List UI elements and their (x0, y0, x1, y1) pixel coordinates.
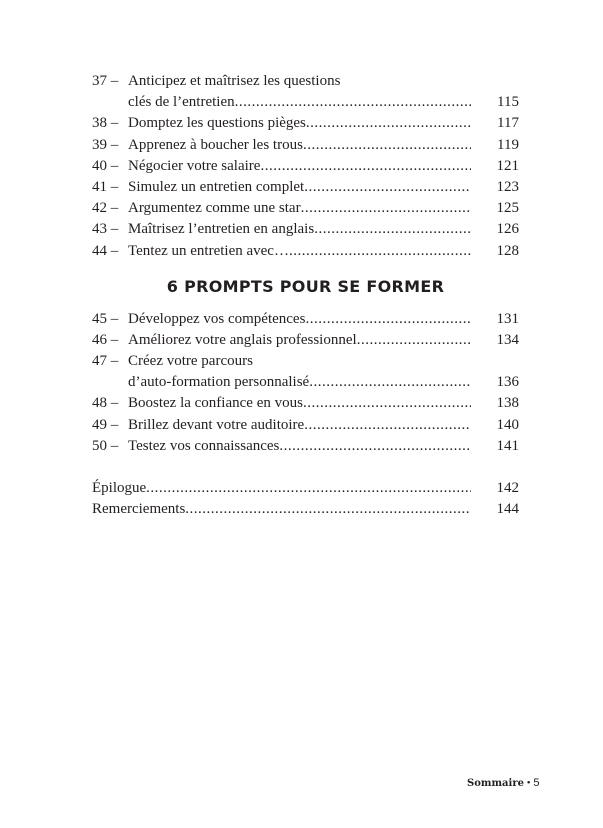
entry-page: 121 (496, 157, 519, 174)
entry-page: 142 (496, 480, 519, 496)
entry-title-continuation: clés de l’entretien (128, 94, 235, 111)
entry-page: 134 (496, 331, 519, 348)
entry-page: 117 (497, 115, 519, 132)
entry-number: 45 – (92, 310, 119, 327)
entry-number: 39 – (92, 136, 119, 153)
entry-title: Tentez un entretien avec… (128, 242, 289, 259)
entry-title: Maîtrisez l’entretien en anglais (128, 221, 315, 238)
dot-leader (306, 113, 471, 134)
toc-entry[interactable] (92, 198, 519, 219)
entry-number: 37 – (92, 73, 119, 89)
entry-page: 140 (496, 416, 519, 433)
entry-page: 131 (496, 310, 519, 327)
toc-entry[interactable] (92, 113, 519, 134)
entry-page: 141 (496, 437, 519, 454)
toc-entry[interactable] (92, 351, 519, 372)
footer-section-title: Sommaire (467, 778, 524, 789)
toc-entry[interactable] (92, 71, 519, 92)
entry-number: 38 – (92, 115, 119, 132)
entry-number: 44 – (92, 242, 119, 259)
entry-title: Épilogue (92, 480, 147, 496)
section-gap (92, 457, 519, 478)
entry-number: 43 – (92, 221, 119, 238)
toc-entry[interactable] (92, 499, 519, 520)
dot-leader (235, 92, 471, 113)
toc-entry[interactable] (92, 219, 519, 240)
entry-title-continuation: d’auto-formation personnalisé (128, 374, 310, 391)
toc-entry[interactable] (92, 436, 519, 457)
entry-number: 49 – (92, 416, 119, 433)
toc-entry-continuation (92, 372, 519, 393)
dot-leader (304, 177, 471, 198)
dot-leader (301, 198, 471, 219)
dot-leader (185, 499, 471, 520)
dot-leader (303, 393, 471, 414)
entry-title: Améliorez votre anglais professionnel (128, 331, 357, 348)
page-footer (467, 777, 539, 789)
entry-title: Anticipez et maîtrisez les questions (128, 73, 341, 89)
entry-page: 119 (497, 136, 519, 153)
entry-title: Simulez un entretien complet (128, 178, 305, 195)
dot-leader (305, 309, 471, 330)
entry-page: 126 (496, 221, 519, 238)
section-heading: 6 PROMPTS POUR SE FORMER (166, 276, 445, 296)
entry-page: 115 (497, 94, 519, 111)
entry-number: 48 – (92, 395, 119, 412)
spacer (340, 71, 519, 92)
dot-leader (304, 415, 471, 436)
toc-entry[interactable] (92, 156, 519, 177)
entry-page: 123 (496, 178, 519, 195)
dot-leader (309, 372, 471, 393)
toc-entry[interactable] (92, 393, 519, 414)
footer-separator: • (526, 777, 531, 789)
entry-title: Apprenez à boucher les trous (128, 136, 303, 153)
toc-entry[interactable] (92, 415, 519, 436)
toc-entry[interactable] (92, 309, 519, 330)
dot-leader (314, 219, 471, 240)
table-of-contents (92, 71, 519, 520)
entry-title: Boostez la confiance en vous (128, 395, 303, 412)
entry-page: 136 (496, 374, 519, 391)
entry-title: Testez vos connaissances (128, 437, 280, 454)
page-number: 5 (533, 777, 540, 789)
entry-title: Négocier votre salaire (128, 157, 261, 174)
entry-page: 125 (496, 200, 519, 217)
toc-entry[interactable] (92, 478, 519, 499)
toc-entry[interactable] (92, 330, 519, 351)
dot-leader (146, 478, 471, 499)
dot-leader (279, 436, 471, 457)
entry-title: Développez vos compétences (128, 310, 306, 327)
toc-entry[interactable] (92, 135, 519, 156)
dot-leader (260, 156, 471, 177)
dot-leader (303, 135, 471, 156)
entry-page: 144 (496, 501, 519, 518)
entry-title: Argumentez comme une star (128, 200, 301, 217)
entry-number: 46 – (92, 331, 119, 348)
dot-leader (289, 241, 471, 262)
spacer (253, 351, 519, 372)
entry-title: Brillez devant votre auditoire (128, 416, 305, 433)
entry-number: 40 – (92, 157, 119, 174)
entry-number: 50 – (92, 437, 119, 454)
toc-entry[interactable] (92, 177, 519, 198)
entry-title: Domptez les questions pièges (128, 115, 306, 132)
dot-leader (357, 330, 471, 351)
entry-number: 47 – (92, 353, 119, 370)
toc-entry-continuation (92, 92, 519, 113)
entry-page: 128 (496, 242, 519, 259)
toc-entry[interactable] (92, 241, 519, 262)
entry-number: 41 – (92, 178, 119, 195)
entry-number: 42 – (92, 200, 119, 217)
entry-page: 138 (496, 395, 519, 412)
entry-title: Remerciements (92, 501, 186, 518)
entry-title: Créez votre parcours (128, 353, 253, 370)
